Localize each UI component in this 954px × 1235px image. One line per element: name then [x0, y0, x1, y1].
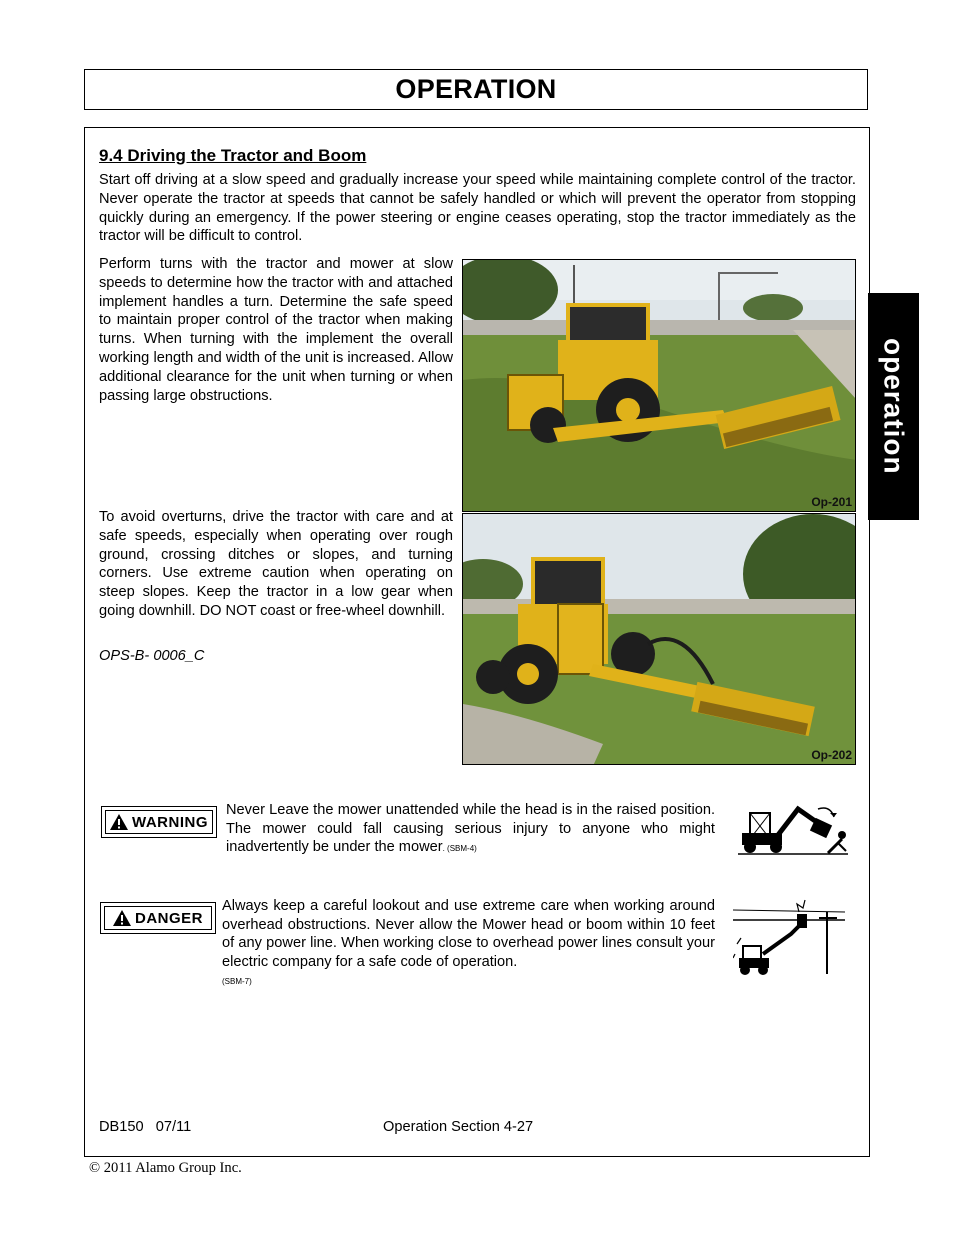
- warning-triangle-icon: [110, 814, 128, 830]
- tractor-photo-2: [462, 513, 856, 765]
- danger-message: [222, 897, 715, 992]
- section-side-tab: [868, 293, 919, 520]
- tractor-boom-image: [463, 514, 856, 765]
- footer-page-number: Operation Section 4-27: [383, 1119, 534, 1135]
- warning-message: [226, 801, 715, 859]
- warning-badge: [101, 806, 217, 838]
- warning-message-text: Never Leave the mower unattended while the head is in the raised position. The mower could fall causing serious injury to anyone who might inadvertently be under the mower: [226, 802, 715, 856]
- section-heading: 9.4 Driving the Tractor and Boom: [99, 146, 367, 165]
- photo-label-op202: Op-202: [811, 748, 852, 762]
- paragraph-overturns: To avoid overturns, drive the tractor with care and at safe speeds, especially when operating over rough ground, crossing ditches or slopes, and turning corners. Use extreme caution when operating on steep slopes. Keep the tractor in a low gear when going downhill. DO NOT coast or free-wheel downhill.: [99, 509, 453, 619]
- warning-badge-label: WARNING: [132, 813, 208, 831]
- warning-code: . (SBM-4): [442, 844, 477, 854]
- photo-label-op201: Op-201: [811, 495, 852, 509]
- danger-badge: [100, 902, 216, 934]
- paragraph-intro: Start off driving at a slow speed and gradually increase your speed while maintaining complete control of the tractor. Never operate the tractor at speeds that cannot be safely handled or which will prevent the operator from stopping quickly during an emergency. If the power steering or engine ceases operating, stop the tractor immediately as the tractor will be difficult to control.: [99, 172, 856, 245]
- power-line-hazard-icon: [733, 898, 845, 976]
- danger-code: (SBM-7): [222, 977, 252, 987]
- side-tab-label: operation: [878, 338, 910, 475]
- reference-code: OPS-B- 0006_C: [99, 648, 205, 664]
- danger-badge-label: DANGER: [134, 909, 203, 927]
- footer-model-date: DB150 07/11: [99, 1119, 192, 1135]
- danger-message-text: Always keep a careful lookout and use extreme care when working around overhead obstructions. Never allow the Mower head or boom within 10 feet of any power line. When working close to overhead power lines consult your electric company for a safe code of operation.: [222, 898, 715, 970]
- paragraph-turns: Perform turns with the tractor and mower at slow speeds to determine how the tractor with and attached implement handles a turn. Determine the safe speed to maintain proper control of the tractor when making turns. When turning with the implement the overall working length and width of the unit is increased. Allow additional clearance for the unit when turning or when passing large obstructions.: [99, 256, 453, 404]
- copyright-notice: © 2011 Alamo Group Inc.: [89, 1160, 242, 1176]
- tractor-mowing-image: [463, 260, 856, 512]
- raised-mower-hazard-icon: [738, 803, 850, 857]
- danger-triangle-icon: [113, 910, 131, 926]
- tractor-photo-1: [462, 259, 856, 512]
- page-header: [84, 69, 868, 110]
- page-title: OPERATION: [395, 74, 557, 104]
